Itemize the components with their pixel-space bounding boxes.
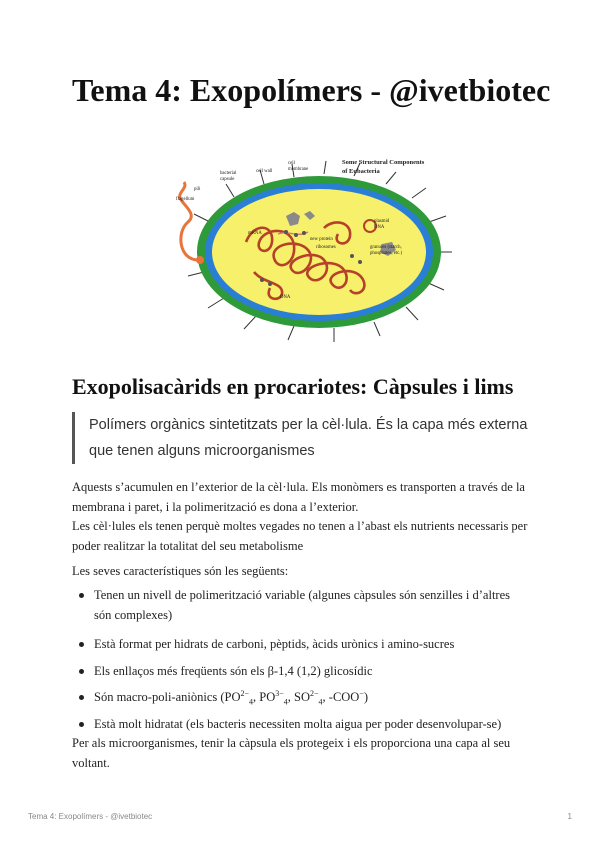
b4-prefix: Són macro-poli-aniònics (	[94, 690, 225, 704]
paragraph-1: Aquests s’acumulen en l’exterior de la cèl·lula. Els monòmers es transporten a través de la membrana i paret, i la polimerització es dona a l’exterior.	[72, 480, 525, 514]
bullet-dot	[79, 695, 84, 700]
formula-charge: 2−	[310, 688, 319, 698]
label-granules-a: granules (starch,	[370, 245, 402, 250]
formula-index: 4	[318, 697, 323, 707]
page-title: Tema 4: Exopolímers - @ivetbiotec	[72, 72, 551, 108]
label-cell-wall: cell wall	[256, 169, 273, 174]
fig-heading-2: of Eubacteria	[342, 168, 380, 175]
formula-po4-3	[259, 688, 288, 707]
characteristics-list	[72, 586, 528, 741]
formula-so4	[294, 688, 323, 707]
formula-charge: 3−	[275, 688, 284, 698]
label-capsule-a: bacterial	[220, 171, 237, 176]
list-item	[72, 662, 528, 682]
list-item-text: Els enllaços més freqüents són els β-1,4 (1,2) glicosídic	[94, 663, 373, 678]
formula-base: SO	[294, 690, 311, 704]
flagellum-base	[196, 256, 204, 264]
list-item-text	[94, 688, 369, 707]
formula-base: PO	[259, 690, 276, 704]
formula-index: 4	[283, 697, 288, 707]
label-plasmid-a: plasmid	[374, 219, 390, 224]
close-paren: )	[363, 690, 369, 704]
list-item	[72, 635, 528, 655]
separator: ,	[287, 690, 295, 704]
list-item	[72, 688, 528, 708]
flagellum	[180, 182, 198, 260]
label-membrane-b: membrane	[288, 167, 309, 172]
label-granules-b: phosphates, etc.)	[370, 251, 403, 256]
formula-po4-2	[224, 688, 254, 707]
formula-charge: −	[359, 688, 364, 698]
separator: ,	[253, 690, 260, 704]
label-protein-a: new protein	[310, 237, 333, 242]
formula-charge: 2−	[240, 688, 250, 698]
list-item	[72, 586, 528, 625]
paragraph-3: Les seves característiques són les següents:	[72, 564, 289, 578]
label-mrna: mRNA	[248, 231, 262, 236]
list-item-text: Està molt hidratat (els bacteris necessiten molta aigua per poder desenvolupar-se)	[94, 716, 502, 731]
label-dna: DNA	[280, 295, 291, 300]
formula-index: 4	[249, 697, 254, 707]
section-heading: Exopolisacàrids en procariotes: Càpsules i lims	[72, 374, 514, 399]
label-capsule-b: capsule	[220, 177, 235, 182]
closing-paragraph: Per als microorganismes, tenir la càpsula els protegeix i els proporciona una capa al seu voltant.	[72, 736, 511, 770]
list-item	[72, 715, 528, 735]
bullet-dot	[79, 642, 84, 647]
footer-title: Tema 4: Exopolímers - @ivetbiotec	[28, 812, 153, 821]
formula-coo: , -COO	[322, 690, 360, 704]
blockquote: Polímers orgànics sintetitzats per la cèl·lula. És la capa més externa que tenen alguns microorganismes	[72, 412, 528, 464]
bacteria-diagram	[174, 152, 464, 352]
bullet-dot	[79, 593, 84, 598]
fig-heading-1: Some Structural Components	[342, 159, 425, 166]
bullet-dot	[79, 722, 84, 727]
label-pili: pili	[194, 187, 201, 192]
label-membrane-a: cell	[288, 161, 295, 166]
label-protein-b: ribosomes	[316, 245, 336, 250]
list-item-text: Està format per hidrats de carboni, pèptids, àcids urònics i amino-sucres	[94, 637, 455, 651]
paragraph-2: Les cèl·lules els tenen perquè moltes vegades no tenen a l’abast els nutrients necessaris per poder realitzar la totalitat del seu metabolisme	[72, 519, 528, 553]
label-plasmid-b: DNA	[374, 225, 385, 230]
list-item-text: Tenen un nivell de polimerització variable (algunes càpsules són senzilles i d’altres són complexes)	[94, 588, 510, 622]
label-flagellum: flagellum	[176, 197, 195, 202]
bacteria-diagram-svg	[174, 152, 464, 352]
formula-base: PO	[224, 690, 241, 704]
bullet-dot	[79, 669, 84, 674]
page-number: 1	[567, 812, 572, 821]
